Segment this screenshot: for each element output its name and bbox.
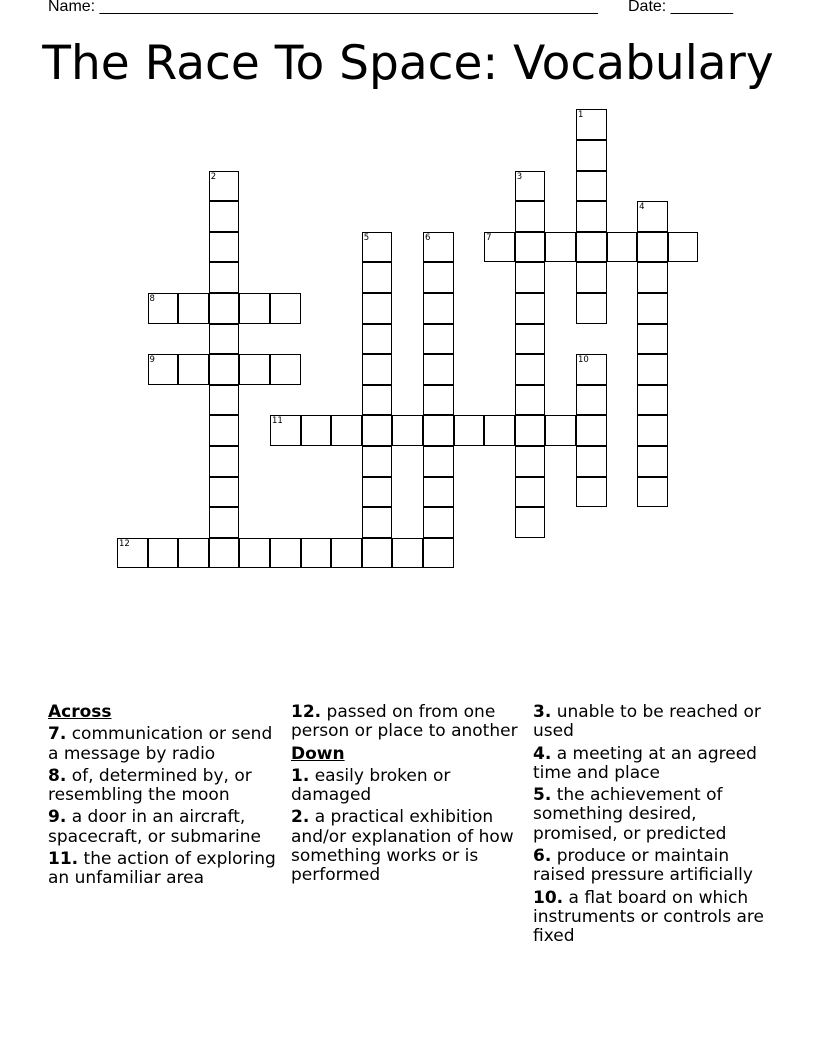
clue-across-12: [291, 703, 527, 742]
date-field-line[interactable]: Date: _______: [628, 0, 733, 15]
clue-down-6: [533, 847, 783, 886]
name-field-line[interactable]: Name: ________________________________________________________: [48, 0, 598, 15]
crossword-cell[interactable]: [209, 446, 240, 477]
clues-column-1: [48, 703, 284, 892]
crossword-cell[interactable]: [637, 415, 668, 446]
crossword-cell[interactable]: [637, 385, 668, 416]
crossword-cell[interactable]: [423, 477, 454, 508]
clue-text: passed on from one person or place to another: [291, 702, 518, 742]
clue-number: 11.: [48, 849, 79, 870]
crossword-cell[interactable]: [209, 232, 240, 263]
page-title: The Race To Space: Vocabulary: [42, 36, 774, 91]
clue-text: produce or maintain raised pressure artificially: [533, 846, 753, 886]
crossword-cell[interactable]: [637, 293, 668, 324]
clue-down-3: [533, 703, 783, 742]
crossword-cell[interactable]: [209, 171, 240, 202]
crossword-cell[interactable]: [209, 507, 240, 538]
crossword-cell[interactable]: [331, 415, 362, 446]
clue-across-7: [48, 725, 284, 764]
crossword-cell[interactable]: [515, 171, 546, 202]
crossword-cell[interactable]: [423, 232, 454, 263]
crossword-cell[interactable]: [239, 538, 270, 569]
crossword-cell[interactable]: [362, 385, 393, 416]
crossword-cell[interactable]: [392, 538, 423, 569]
crossword-cell[interactable]: [423, 507, 454, 538]
clue-number: 10.: [533, 887, 564, 908]
crossword-cell[interactable]: [423, 262, 454, 293]
crossword-cell[interactable]: [209, 354, 240, 385]
cell-number: 2: [210, 171, 217, 182]
crossword-cell[interactable]: [515, 324, 546, 355]
cell-number: 7: [486, 232, 492, 243]
clue-number: 4.: [533, 743, 552, 764]
clue-text: unable to be reached or used: [533, 702, 761, 742]
crossword-cell[interactable]: [178, 538, 209, 569]
crossword-cell[interactable]: [484, 232, 515, 263]
cell-number: 4: [639, 202, 645, 213]
clue-text: communication or send a message by radio: [48, 724, 273, 764]
crossword-cell[interactable]: [423, 538, 454, 569]
crossword-cell[interactable]: [454, 415, 485, 446]
crossword-cell[interactable]: [239, 293, 270, 324]
clue-across-11: [48, 850, 284, 889]
crossword-cell[interactable]: [545, 415, 576, 446]
clue-across-9: [48, 808, 284, 847]
crossword-cell[interactable]: [515, 293, 546, 324]
crossword-cell[interactable]: [209, 324, 240, 355]
cell-number: 5: [363, 232, 370, 243]
crossword-cell[interactable]: [392, 415, 423, 446]
crossword-cell[interactable]: [148, 538, 179, 569]
crossword-cell[interactable]: [331, 538, 362, 569]
crossword-cell[interactable]: [362, 477, 393, 508]
crossword-cell[interactable]: [545, 232, 576, 263]
clue-text: a practical exhibition and/or explanation of how something works or is performed: [291, 807, 514, 886]
crossword-cell[interactable]: [515, 385, 546, 416]
crossword-cell[interactable]: [515, 507, 546, 538]
crossword-cell[interactable]: [576, 385, 607, 416]
crossword-cell[interactable]: [576, 232, 607, 263]
crossword-cell[interactable]: [270, 293, 301, 324]
crossword-cell[interactable]: [209, 293, 240, 324]
crossword-cell[interactable]: [576, 293, 607, 324]
crossword-cell[interactable]: [423, 385, 454, 416]
across-heading: Across: [48, 702, 112, 722]
crossword-cell[interactable]: [209, 477, 240, 508]
clue-number: 2.: [291, 807, 310, 828]
crossword-cell[interactable]: [637, 446, 668, 477]
crossword-cell[interactable]: [576, 354, 607, 385]
crossword-cell[interactable]: [209, 538, 240, 569]
crossword-cell[interactable]: [637, 262, 668, 293]
crossword-cell[interactable]: [515, 354, 546, 385]
crossword-cell[interactable]: [576, 201, 607, 232]
crossword-cell[interactable]: [301, 538, 332, 569]
clue-text: a flat board on which instruments or controls are fixed: [533, 887, 764, 947]
crossword-cell[interactable]: [637, 232, 668, 263]
clue-down-1: [291, 767, 527, 806]
cell-number: 8: [149, 293, 155, 304]
crossword-cell[interactable]: [209, 415, 240, 446]
clue-down-5: [533, 786, 783, 844]
crossword-cell[interactable]: [607, 232, 638, 263]
crossword-cell[interactable]: [576, 477, 607, 508]
crossword-cell[interactable]: [637, 354, 668, 385]
crossword-cell[interactable]: [178, 293, 209, 324]
crossword-cell[interactable]: [576, 140, 607, 171]
down-heading: Down: [291, 743, 345, 764]
clue-down-2: [291, 808, 527, 885]
clue-text: easily broken or damaged: [291, 765, 451, 806]
clue-number: 6.: [533, 846, 552, 867]
crossword-cell[interactable]: [362, 538, 393, 569]
crossword-cell[interactable]: [362, 324, 393, 355]
crossword-cell[interactable]: [515, 232, 546, 263]
crossword-cell[interactable]: [209, 262, 240, 293]
clue-number: 12.: [291, 702, 322, 722]
cell-number: 3: [516, 171, 523, 182]
clue-number: 8.: [48, 765, 67, 786]
crossword-cell[interactable]: [668, 232, 699, 263]
clue-number: 7.: [48, 724, 67, 745]
crossword-cell[interactable]: [362, 446, 393, 477]
crossword-cell[interactable]: [515, 415, 546, 446]
crossword-cell[interactable]: [576, 262, 607, 293]
crossword-cell[interactable]: [637, 477, 668, 508]
crossword-cell[interactable]: [362, 354, 393, 385]
clues-column-3: [533, 703, 783, 950]
crossword-cell[interactable]: [515, 262, 546, 293]
cell-number: 6: [424, 232, 431, 243]
clue-across-8: [48, 767, 284, 806]
crossword-cell[interactable]: [423, 354, 454, 385]
clue-number: 1.: [291, 765, 310, 786]
crossword-cell[interactable]: [423, 446, 454, 477]
clue-text: the achievement of something desired, promised, or predicted: [533, 785, 727, 844]
crossword-cell[interactable]: [270, 415, 301, 446]
clue-number: 9.: [48, 807, 67, 828]
clue-text: a door in an aircraft, spacecraft, or submarine: [48, 807, 261, 847]
crossword-cell[interactable]: [362, 232, 393, 263]
crossword-cell[interactable]: [362, 507, 393, 538]
crossword-cell[interactable]: [576, 415, 607, 446]
clues-column-2: [291, 703, 527, 889]
cell-number: 10: [577, 355, 589, 366]
crossword-cell[interactable]: [423, 293, 454, 324]
clue-number: 5.: [533, 785, 552, 806]
clue-number: 3.: [533, 702, 552, 722]
crossword-cell[interactable]: [515, 477, 546, 508]
crossword-cell[interactable]: [423, 324, 454, 355]
crossword-cell[interactable]: [484, 415, 515, 446]
cell-number: 9: [149, 355, 155, 366]
crossword-cell[interactable]: [515, 201, 546, 232]
crossword-cell[interactable]: [515, 446, 546, 477]
crossword-cell[interactable]: [362, 262, 393, 293]
cell-number: 12: [118, 538, 130, 549]
crossword-cell[interactable]: [576, 171, 607, 202]
crossword-cell[interactable]: [637, 201, 668, 232]
crossword-cell[interactable]: [362, 415, 393, 446]
crossword-cell[interactable]: [239, 354, 270, 385]
clue-down-10: [533, 889, 783, 947]
crossword-cell[interactable]: [637, 324, 668, 355]
crossword-cell[interactable]: [576, 446, 607, 477]
crossword-cell[interactable]: [209, 385, 240, 416]
clue-text: of, determined by, or resembling the moon: [48, 765, 252, 806]
crossword-cell[interactable]: [209, 201, 240, 232]
crossword-cell[interactable]: [423, 415, 454, 446]
crossword-cell[interactable]: [576, 109, 607, 140]
crossword-cell[interactable]: [117, 538, 148, 569]
crossword-cell[interactable]: [301, 415, 332, 446]
crossword-cell[interactable]: [270, 354, 301, 385]
clue-down-4: [533, 745, 783, 784]
crossword-cell[interactable]: [148, 354, 179, 385]
cell-number: 11: [271, 416, 283, 427]
clue-text: a meeting at an agreed time and place: [533, 743, 757, 783]
cell-number: 1: [577, 110, 584, 121]
crossword-cell[interactable]: [178, 354, 209, 385]
crossword-cell[interactable]: [270, 538, 301, 569]
crossword-cell[interactable]: [148, 293, 179, 324]
crossword-cell[interactable]: [362, 293, 393, 324]
clue-text: the action of exploring an unfamiliar area: [48, 849, 276, 889]
